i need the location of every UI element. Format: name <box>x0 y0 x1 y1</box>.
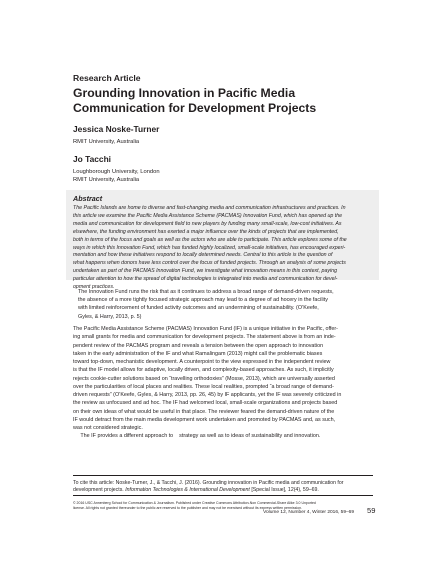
article-title <box>73 86 393 116</box>
abstract-heading: Abstract <box>73 194 103 203</box>
author-affiliation: RMIT University, Australia <box>73 139 140 145</box>
author-affiliation: Loughborough University, London RMIT University, Australia <box>73 169 160 184</box>
title-line: Grounding Innovation in Pacific Media <box>73 86 296 100</box>
author-name: Jessica Noske-Turner <box>73 124 160 134</box>
divider <box>73 475 373 476</box>
epigraph-quote: The Innovation Fund runs the risk that as it continues to address a broad range of demand-driven requests, the absence of a more tightly focused strategic approach may lead to a degree of ad hocery in the facility with limited reinforcement of funded activity outcomes and an undermining of sustainability. (O’Keefe, Gyles, & Harry, 2013, p. 5) <box>78 289 334 320</box>
copyright-notice: © 2016 USC Annenberg School for Communication & Journalism. Published under Creative Commons Attribution-Non Commercial-Share Alike 3.0 Unported license. All rights not granted thereunder to the public are reserved to the publisher and may not be exercised without its express written permission. <box>73 501 316 510</box>
abstract-text: The Pacific Islands are home to diverse and fast-changing media and communication infrastructures and practices. In this article we examine the Pacific Media Assistance Scheme (PACMAS) Innovation Fund, which has opened up the media and communication for development field to new players by funding many small-scale, low-cost initiatives. As elsewhere, the funding environment has exerted a major influence over the kinds of projects that are implemented, both in terms of the focus and goals as well as the actors who are able to participate. This article explores some of the ways in which this Innovation Fund, which has funded highly localized, small-scale initiatives, has encouraged experi- mentation and how these initiatives respond to locally determined needs. Central to this article is the question of what happens when donors have less control over the focus of funded projects. Through an analysis of some projects undertaken as part of the PACMAS Innovation Fund, we investigate what innovation means in this context, paying particular attention to how the spread of digital technologies is integrated into media and communication for devel- opment practices. <box>73 205 347 291</box>
page-number: 59 <box>367 506 376 515</box>
author-name: Jo Tacchi <box>73 154 112 164</box>
body-paragraph: The Pacific Media Assistance Scheme (PACMAS) Innovation Fund (IF) is a unique initiative in the Pacific, offer- ing small grants for media and communication for development projects. The statement above is from an inde- pendent review of the PACMAS program and reveals a tension between the open approach to innovation taken in the early administration of the IF and what Ramalingam (2013) might call the problematic biases toward top-down, mechanistic development. A counterpoint to the view expressed in the independent review is that the IF model allows for adaptive, locally driven, and complexity-based approaches. As such, it implicitly rejects cookie-cutter solutions based on “travelling orthodoxies” (Mosse, 2013), which are universally asserted over the particularities of local places and realities. These local realities, prompted “a broad range of demand- driven requests” (O’Keefe, Gyles, & Harry, 2013, pp. 26, 45) by IF applicants, yet the IF was severely criticized in the review as unfocused and ad hoc. The IF had welcomed local, small-scale organizations and projects based on their own ideas of what would be useful in that place. The reviewer feared the demand-driven nature of the IF would detract from the main media development work undertaken and promoted by PACMAS and, as such, was not considered strategic. The IF provides a different approach to strategy as well as to ideas of sustainability and innovation. <box>73 326 342 440</box>
divider <box>73 495 373 496</box>
title-line: Communication for Development Projects <box>73 101 317 115</box>
citation-note: To cite this article: Noske-Turner, J., & Tacchi, J. (2016). Grounding innovation in Pacific media and communication for development projects. Information Technologies & International Development [Special Issue], 12(4), 59–69. <box>73 480 344 494</box>
issue-info: Volume 12, Number 4, Winter 2016, 59–69 <box>263 510 354 515</box>
article-type-label: Research Article <box>73 73 141 83</box>
journal-name: Information Technologies & International Development <box>125 487 250 494</box>
